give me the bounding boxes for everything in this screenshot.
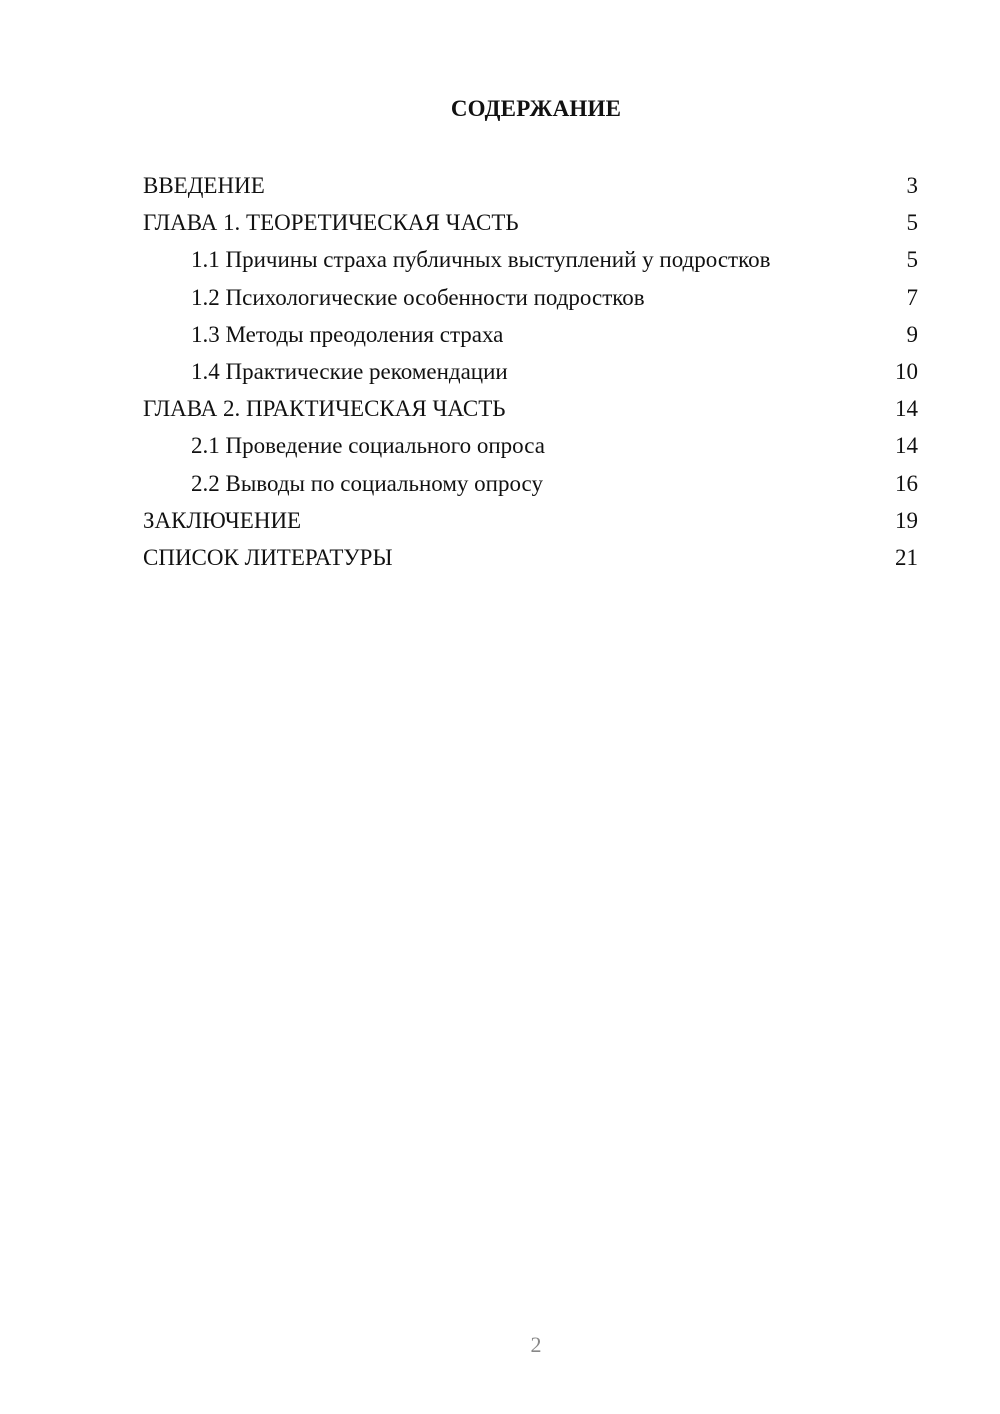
toc-entry-page: 10 xyxy=(895,358,918,384)
toc-entry-label: ЗАКЛЮЧЕНИЕ xyxy=(143,507,302,533)
toc-entry-label: 1.1 Причины страха публичных выступлений у подростков xyxy=(191,247,771,273)
toc-entry-page: 3 xyxy=(906,173,918,198)
toc-entry-label: 1.3 Методы преодоления страха xyxy=(191,321,504,347)
toc-entry-label: 2.2 Выводы по социальному опросу xyxy=(191,470,543,496)
toc-entry-label: 1.4 Практические рекомендации xyxy=(191,358,508,384)
toc-entry-label: ВВЕДЕНИЕ xyxy=(143,173,265,198)
toc-entry-page: 21 xyxy=(895,544,918,570)
toc-entry-page: 14 xyxy=(895,433,918,459)
toc-title: СОДЕРЖАНИЕ xyxy=(450,96,622,121)
toc-entry-page: 16 xyxy=(895,470,918,496)
toc-entry-page: 5 xyxy=(906,247,918,273)
toc-subentry xyxy=(143,241,918,278)
toc-entry-label: 1.2 Психологические особенности подростков xyxy=(191,284,645,310)
toc-entry xyxy=(143,502,918,539)
toc-entry-label: СПИСОК ЛИТЕРАТУРЫ xyxy=(143,544,393,570)
toc-entry xyxy=(143,539,918,576)
toc-entry-label: ГЛАВА 1. ТЕОРЕТИЧЕСКАЯ ЧАСТЬ xyxy=(143,210,519,236)
toc-list xyxy=(143,167,918,576)
toc-subentry xyxy=(143,279,918,316)
toc-entry-page: 5 xyxy=(906,210,918,236)
toc-subentry xyxy=(143,427,918,464)
toc-entry-page: 9 xyxy=(906,321,918,347)
toc-entry-label: ГЛАВА 2. ПРАКТИЧЕСКАЯ ЧАСТЬ xyxy=(143,396,506,422)
page-number: 2 xyxy=(530,1332,542,1357)
toc-entry-page: 7 xyxy=(906,284,918,310)
toc-subentry xyxy=(143,316,918,353)
toc-subentry xyxy=(143,353,918,390)
toc-entry xyxy=(143,390,918,427)
toc-entry xyxy=(143,204,918,241)
toc-entry-label: 2.1 Проведение социального опроса xyxy=(191,433,545,459)
toc-entry-page: 14 xyxy=(895,396,918,422)
toc-subentry xyxy=(143,465,918,502)
toc-entry xyxy=(143,167,918,204)
toc-entry-page: 19 xyxy=(895,507,918,533)
